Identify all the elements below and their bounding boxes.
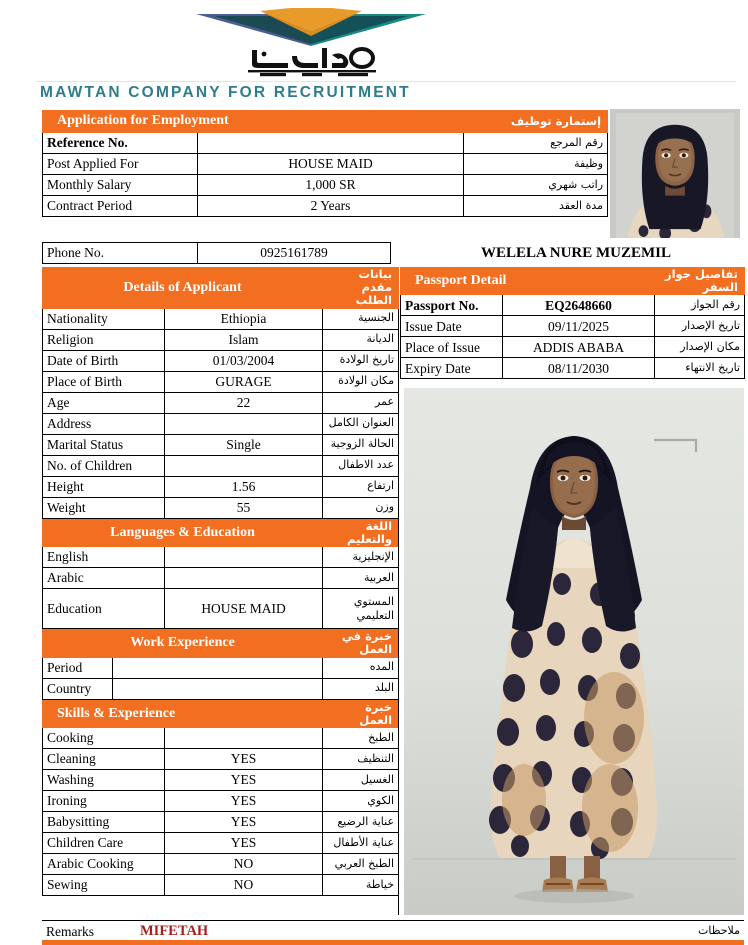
table-row	[43, 392, 399, 413]
passport-detail-table	[400, 267, 745, 379]
cleaning-label-ar: التنظيف	[323, 748, 399, 769]
weight-value[interactable]: 55	[165, 497, 323, 518]
table-row	[43, 790, 399, 811]
application-info-table	[42, 110, 608, 217]
education-label: Education	[43, 589, 165, 629]
table-row	[43, 832, 399, 853]
address-label: Address	[43, 413, 165, 434]
table-row	[43, 371, 399, 392]
children-care-label-ar: عناية الأطفال	[323, 832, 399, 853]
height-value[interactable]: 1.56	[165, 476, 323, 497]
table-row	[43, 133, 608, 154]
passport-no-value[interactable]: EQ2648660	[503, 295, 655, 316]
marital-status-value[interactable]: Single	[165, 434, 323, 455]
monthly-salary-label: Monthly Salary	[43, 175, 198, 196]
washing-value[interactable]: YES	[165, 769, 323, 790]
no-of-children-label: No. of Children	[43, 455, 165, 476]
skills-title-row	[43, 700, 399, 727]
arabic-label-ar: العربية	[323, 568, 399, 589]
phone-no-value[interactable]: 0925161789	[198, 243, 391, 264]
address-value[interactable]	[165, 413, 323, 434]
passport-title-en: Passport Detail	[401, 268, 655, 295]
reference-no-label-ar: رقم المرجع	[464, 133, 608, 154]
table-row	[43, 874, 399, 895]
period-label: Period	[43, 657, 113, 678]
babysitting-label: Babysitting	[43, 811, 165, 832]
table-row	[43, 455, 399, 476]
weight-label: Weight	[43, 497, 165, 518]
ironing-label-ar: الكوي	[323, 790, 399, 811]
cooking-value[interactable]	[165, 727, 323, 748]
place-of-birth-value[interactable]: GURAGE	[165, 371, 323, 392]
monthly-salary-value[interactable]: 1,000 SR	[198, 175, 464, 196]
age-value[interactable]: 22	[165, 392, 323, 413]
table-row	[43, 727, 399, 748]
header-divider	[36, 81, 736, 82]
nationality-value[interactable]: Ethiopia	[165, 308, 323, 329]
contract-period-label-ar: مدة العقد	[464, 196, 608, 217]
arabic-cooking-label-ar: الطبخ العربي	[323, 853, 399, 874]
table-row	[43, 329, 399, 350]
religion-label-ar: الديانة	[323, 329, 399, 350]
skills-title-en: Skills & Experience	[43, 700, 323, 727]
washing-label-ar: الغسيل	[323, 769, 399, 790]
details-of-applicant-table	[42, 267, 399, 519]
table-row	[43, 748, 399, 769]
table-row	[401, 358, 745, 379]
footer-accent-bar	[42, 940, 744, 945]
place-of-issue-value[interactable]: ADDIS ABABA	[503, 337, 655, 358]
logo-arabic-wordmark	[242, 46, 382, 78]
education-value[interactable]: HOUSE MAID	[165, 589, 323, 629]
babysitting-label-ar: عناية الرضيع	[323, 811, 399, 832]
work-title-en: Work Experience	[43, 630, 323, 657]
nationality-label-ar: الجنسية	[323, 308, 399, 329]
place-of-birth-label-ar: مكان الولادة	[323, 371, 399, 392]
post-applied-label-ar: وظيفة	[464, 154, 608, 175]
post-applied-value[interactable]: HOUSE MAID	[198, 154, 464, 175]
arabic-label: Arabic	[43, 568, 165, 589]
cleaning-value[interactable]: YES	[165, 748, 323, 769]
passport-no-label: Passport No.	[401, 295, 503, 316]
no-of-children-label-ar: عدد الاطفال	[323, 455, 399, 476]
application-title-en: Application for Employment	[43, 111, 464, 133]
religion-label: Religion	[43, 329, 165, 350]
cooking-label: Cooking	[43, 727, 165, 748]
ironing-label: Ironing	[43, 790, 165, 811]
table-row	[43, 497, 399, 518]
height-label: Height	[43, 476, 165, 497]
table-row	[43, 547, 399, 568]
applicant-headshot-photo	[609, 108, 741, 239]
table-row	[43, 853, 399, 874]
period-value[interactable]	[113, 657, 323, 678]
sewing-label: Sewing	[43, 874, 165, 895]
company-logo	[196, 4, 426, 80]
table-row	[401, 337, 745, 358]
country-value[interactable]	[113, 678, 323, 699]
reference-no-label: Reference No.	[43, 133, 198, 154]
no-of-children-value[interactable]	[165, 455, 323, 476]
age-label: Age	[43, 392, 165, 413]
english-label-ar: الإنجليزية	[323, 547, 399, 568]
children-care-label: Children Care	[43, 832, 165, 853]
details-title-ar: بيانات مقدم الطلب	[323, 268, 399, 309]
table-row	[401, 295, 745, 316]
place-of-issue-label-ar: مكان الإصدار	[655, 337, 745, 358]
table-row	[43, 589, 399, 629]
details-title-row	[43, 268, 399, 309]
issue-date-label-ar: تاريخ الإصدار	[655, 316, 745, 337]
table-row	[43, 811, 399, 832]
table-row	[43, 769, 399, 790]
passport-title-row	[401, 268, 745, 295]
age-label-ar: عمر	[323, 392, 399, 413]
country-label-ar: البلد	[323, 678, 399, 699]
languages-title-en: Languages & Education	[43, 519, 323, 546]
details-title-en: Details of Applicant	[43, 268, 323, 309]
sewing-value[interactable]: NO	[165, 874, 323, 895]
application-title-row	[43, 111, 608, 133]
expiry-date-label-ar: تاريخ الانتهاء	[655, 358, 745, 379]
english-label: English	[43, 547, 165, 568]
marital-status-label: Marital Status	[43, 434, 165, 455]
table-row	[401, 316, 745, 337]
arabic-cooking-label: Arabic Cooking	[43, 853, 165, 874]
expiry-date-value[interactable]: 08/11/2030	[503, 358, 655, 379]
document-header	[0, 0, 748, 104]
table-row	[43, 154, 608, 175]
date-of-birth-label-ar: تاريخ الولادة	[323, 350, 399, 371]
passport-no-label-ar: رقم الجواز	[655, 295, 745, 316]
candidate-name: WELELA NURE MUZEMIL	[480, 245, 672, 261]
table-row	[43, 568, 399, 589]
contract-period-value[interactable]: 2 Years	[198, 196, 464, 217]
arabic-value[interactable]	[165, 568, 323, 589]
reference-no-value[interactable]	[198, 133, 464, 154]
company-name: MAWTAN COMPANY FOR RECRUITMENT	[40, 84, 411, 101]
table-row	[43, 243, 391, 264]
contract-period-label: Contract Period	[43, 196, 198, 217]
country-label: Country	[43, 678, 113, 699]
arabic-cooking-value[interactable]: NO	[165, 853, 323, 874]
education-label-ar: المستوي التعليمي	[323, 589, 399, 629]
applicant-full-body-photo	[404, 388, 744, 915]
children-care-value[interactable]: YES	[165, 832, 323, 853]
weight-label-ar: وزن	[323, 497, 399, 518]
table-row	[43, 175, 608, 196]
table-row	[43, 657, 399, 678]
phone-row-table	[42, 242, 391, 264]
application-title-ar: إستمارة توظيف	[464, 111, 608, 133]
height-label-ar: ارتفاع	[323, 476, 399, 497]
table-row	[43, 476, 399, 497]
phone-no-label: Phone No.	[43, 243, 198, 264]
sewing-label-ar: خياطة	[323, 874, 399, 895]
table-row	[43, 308, 399, 329]
table-row	[43, 434, 399, 455]
left-column	[42, 267, 398, 896]
period-label-ar: المده	[323, 657, 399, 678]
skills-experience-table	[42, 700, 399, 896]
table-row	[43, 413, 399, 434]
passport-title-ar: تفاصيل جواز السفر	[655, 268, 745, 295]
address-label-ar: العنوان الكامل	[323, 413, 399, 434]
expiry-date-label: Expiry Date	[401, 358, 503, 379]
babysitting-value[interactable]: YES	[165, 811, 323, 832]
date-of-birth-label: Date of Birth	[43, 350, 165, 371]
photo-left-rule	[398, 388, 399, 915]
languages-title-row	[43, 519, 399, 546]
languages-education-table	[42, 519, 399, 629]
languages-title-ar: اللغة والتعليم	[323, 519, 399, 546]
work-experience-table	[42, 629, 399, 699]
date-of-birth-value[interactable]: 01/03/2004	[165, 350, 323, 371]
place-of-issue-label: Place of Issue	[401, 337, 503, 358]
remarks-label: Remarks	[42, 921, 122, 943]
work-title-row	[43, 630, 399, 657]
marital-status-label-ar: الحالة الزوجية	[323, 434, 399, 455]
nationality-label: Nationality	[43, 308, 165, 329]
monthly-salary-label-ar: راتب شهري	[464, 175, 608, 196]
table-row	[43, 678, 399, 699]
religion-value[interactable]: Islam	[165, 329, 323, 350]
post-applied-label: Post Applied For	[43, 154, 198, 175]
issue-date-label: Issue Date	[401, 316, 503, 337]
cleaning-label: Cleaning	[43, 748, 165, 769]
remarks-label-ar: ملاحظات	[662, 921, 744, 943]
cooking-label-ar: الطبخ	[323, 727, 399, 748]
table-row	[43, 350, 399, 371]
table-row	[43, 196, 608, 217]
work-title-ar: خبرة في العمل	[323, 630, 399, 657]
english-value[interactable]	[165, 547, 323, 568]
washing-label: Washing	[43, 769, 165, 790]
place-of-birth-label: Place of Birth	[43, 371, 165, 392]
ironing-value[interactable]: YES	[165, 790, 323, 811]
remarks-value[interactable]: MIFETAH	[122, 921, 662, 943]
issue-date-value[interactable]: 09/11/2025	[503, 316, 655, 337]
skills-title-ar: خبرة العمل	[323, 700, 399, 727]
